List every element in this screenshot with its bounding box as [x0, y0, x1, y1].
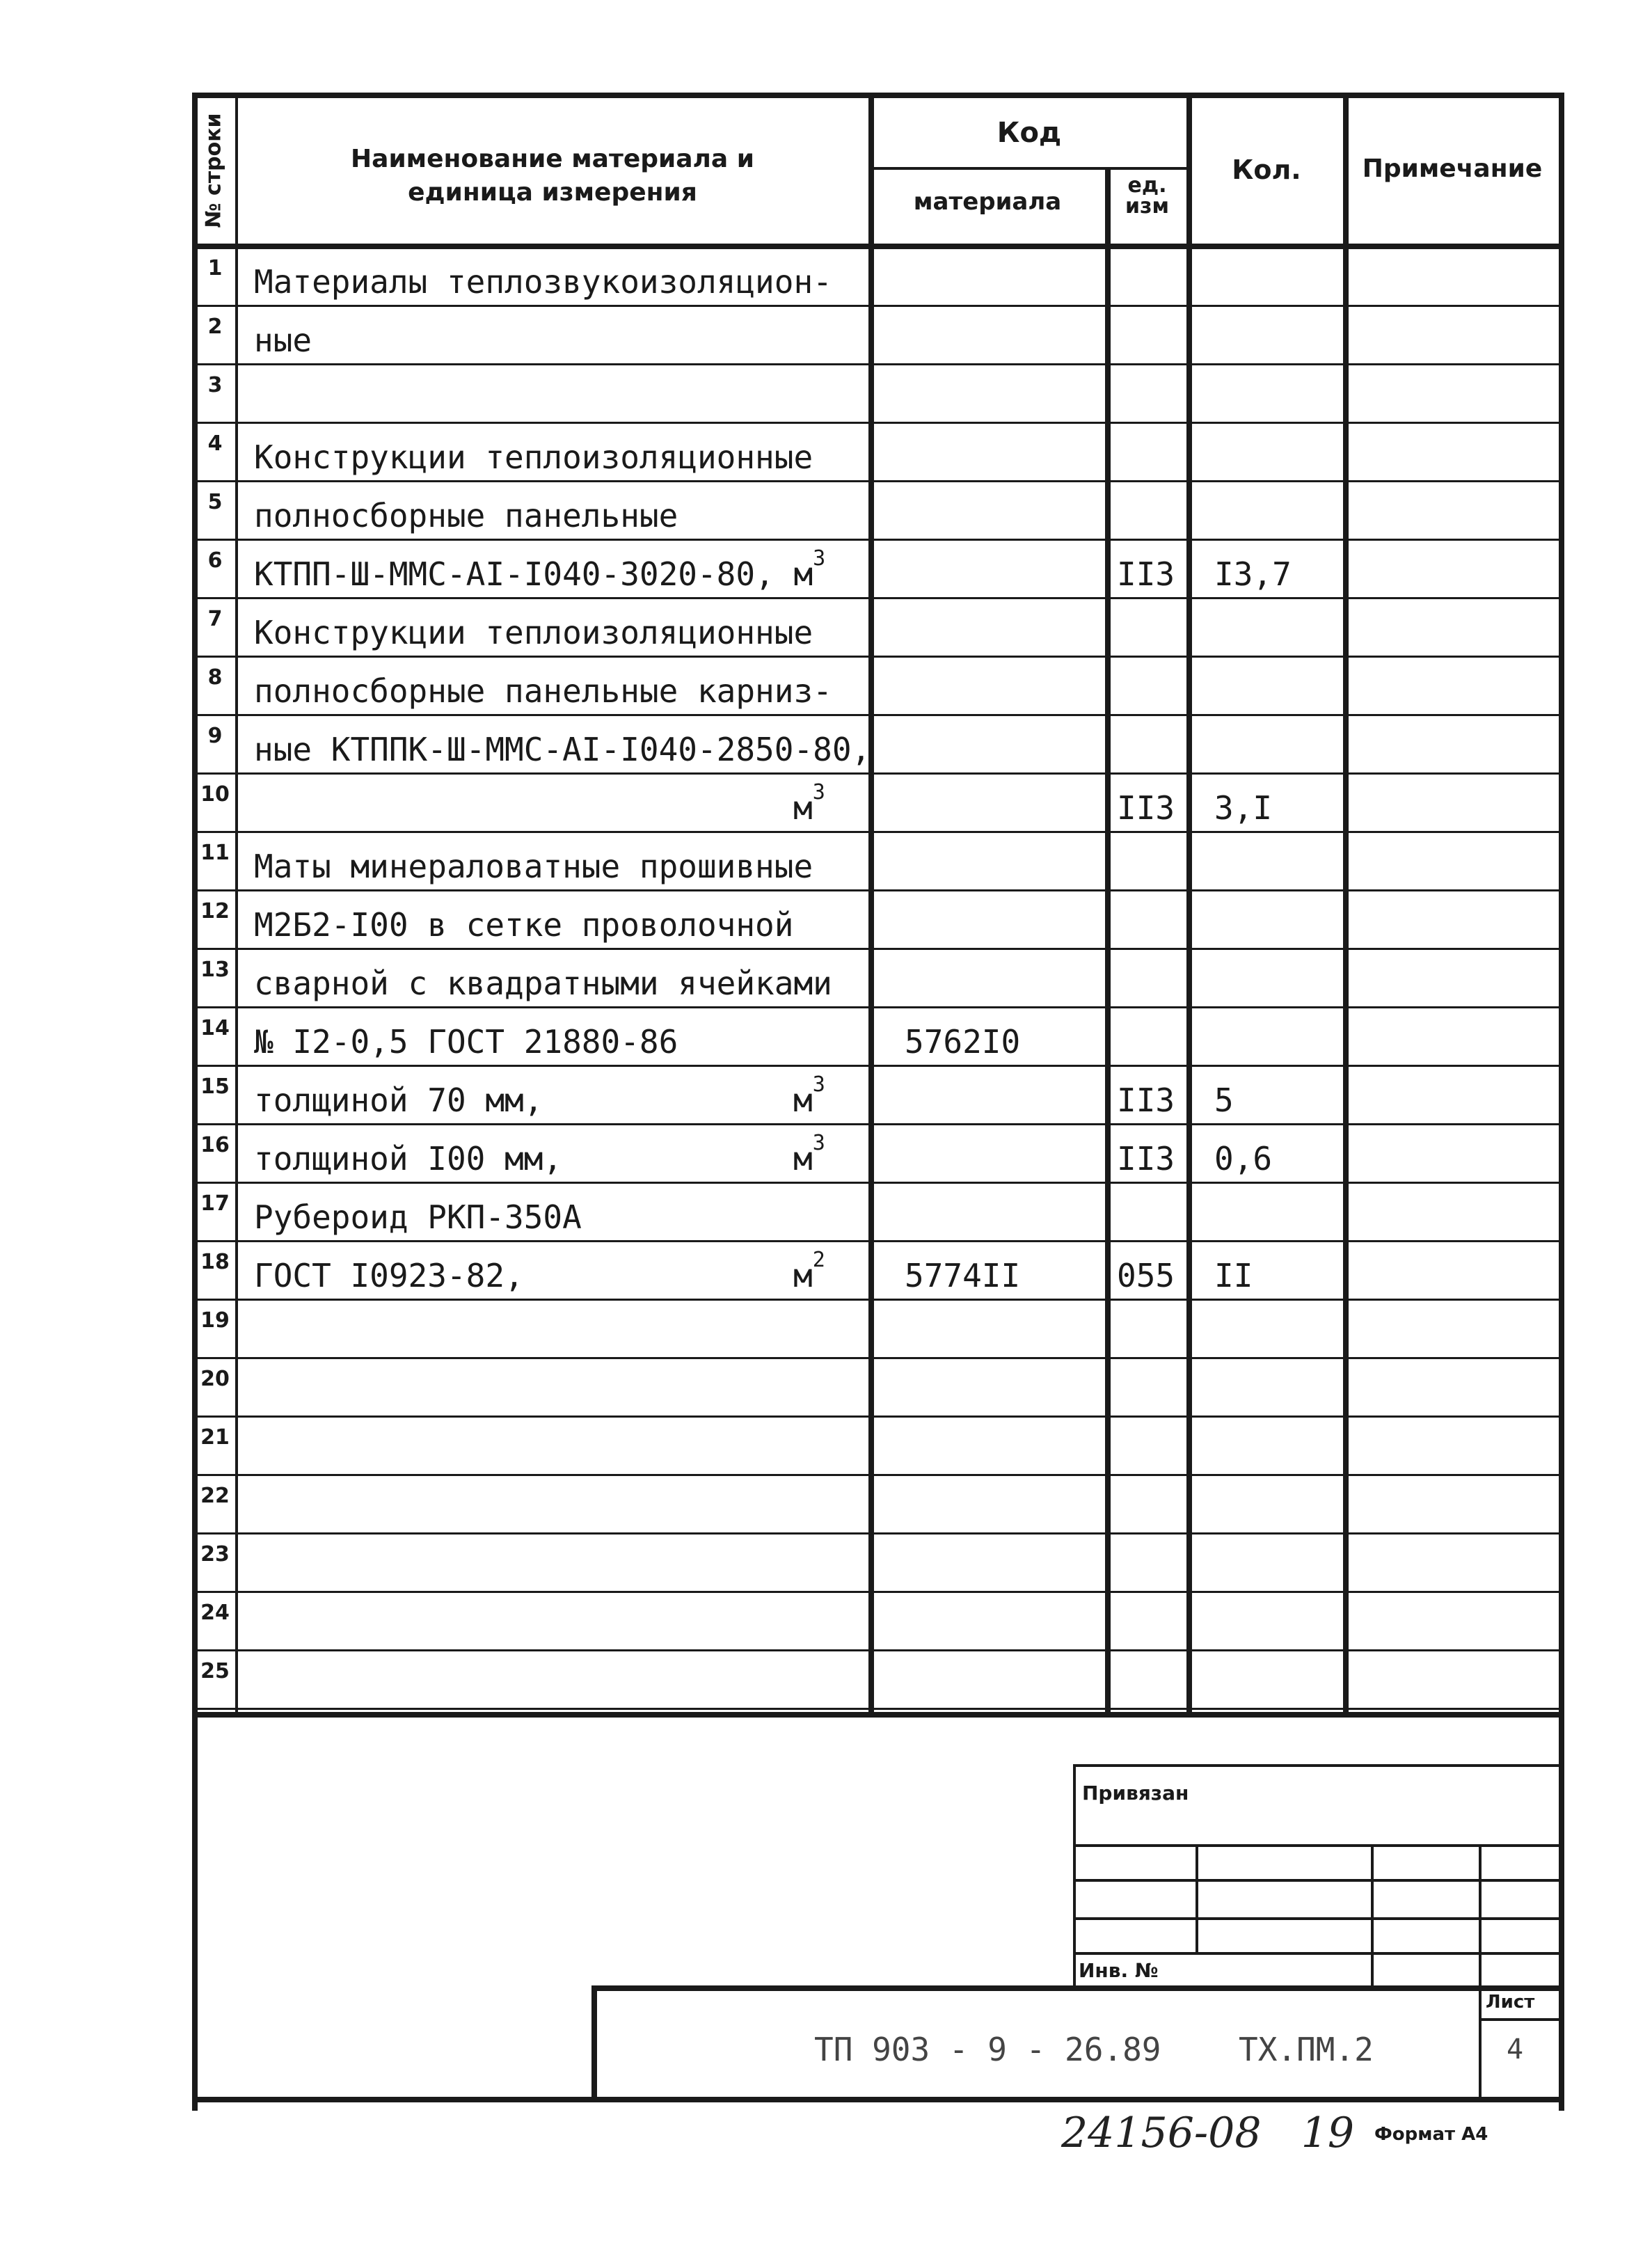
row-line: [192, 889, 1564, 891]
header-code: Код: [996, 117, 1062, 149]
title-block-left: [591, 1985, 597, 2097]
row-unit-tail: [793, 1248, 825, 1294]
row-quantity: II: [1214, 1257, 1253, 1294]
row-name-text: Конструкции теплоизоляционные: [254, 614, 813, 651]
row-number: 14: [200, 1016, 230, 1040]
row-unit-code: 055: [1117, 1257, 1175, 1294]
title-block-sheet-sep: [1479, 1985, 1482, 2097]
row-name-text: Материалы теплозвукоизоляцион-: [254, 263, 832, 301]
row-number: 18: [200, 1250, 230, 1274]
col-sep-unit: [1186, 93, 1192, 1714]
sheet-label: Лист: [1486, 1992, 1535, 2013]
row-name-text: ные: [254, 322, 312, 359]
handwritten-number: 24156-08 19: [1061, 2109, 1355, 2157]
row-number: 2: [207, 315, 223, 339]
header-bottom-line: [192, 244, 1564, 249]
row-name-text: № I2-0,5 ГОСТ 21880-86: [254, 1023, 678, 1061]
row-line: [192, 1182, 1564, 1184]
frame-top: [192, 93, 1564, 98]
row-name-text: ные КТППК-Ш-ММС-АI-I040-2850-80,: [254, 731, 871, 768]
row-number: 15: [200, 1074, 230, 1099]
row-line: [192, 539, 1564, 541]
row-number: 12: [200, 899, 230, 923]
row-line: [192, 1415, 1564, 1418]
header-code-unit: [1108, 175, 1186, 217]
row-material-code: 5774II: [905, 1257, 1021, 1294]
row-number: 21: [200, 1425, 230, 1450]
row-quantity: 5: [1214, 1081, 1234, 1119]
title-block-bottom: [192, 2097, 1564, 2102]
row-line: [192, 1357, 1564, 1359]
row-line: [192, 1065, 1564, 1067]
format-label: Формат А4: [1374, 2124, 1488, 2145]
unit-exponent: 3: [812, 780, 825, 804]
title-block-top: [591, 1985, 1564, 1991]
row-number: 13: [200, 958, 230, 982]
stamp-bound-label: Привязан: [1082, 1782, 1189, 1805]
stamp-col-2: [1371, 1844, 1374, 1987]
row-line: [192, 363, 1564, 365]
header-note: Примечание: [1362, 154, 1543, 183]
col-sep-name: [868, 93, 874, 1714]
header-row-no: № строки: [201, 113, 226, 228]
stamp-line-3: [1073, 1917, 1560, 1920]
row-name-text: Маты минераловатные прошивные: [254, 848, 813, 885]
row-line: [192, 480, 1564, 482]
row-name: [254, 263, 832, 301]
unit-exponent: 3: [812, 1131, 825, 1155]
row-line: [192, 422, 1564, 424]
row-line: [192, 714, 1564, 716]
row-line: [192, 948, 1564, 950]
header-qty: Кол.: [1232, 154, 1301, 185]
row-name-text: толщиной 70 мм,: [254, 1081, 543, 1119]
row-line: [192, 1299, 1564, 1301]
title-block-sheet-line: [1479, 2018, 1562, 2021]
unit-exponent: 3: [812, 1072, 825, 1097]
table-bottom-line: [192, 1712, 1564, 1718]
row-line: [192, 1532, 1564, 1535]
row-quantity: 0,6: [1214, 1140, 1273, 1177]
row-name-text: ГОСТ I0923-82,: [254, 1257, 524, 1294]
frame-left: [192, 93, 198, 2111]
row-unit-code: II3: [1117, 1140, 1175, 1177]
row-name: [254, 614, 813, 651]
sheet-number: 4: [1507, 2033, 1524, 2065]
frame-right: [1559, 93, 1564, 2111]
doc-code: ТП 903 - 9 - 26.89: [814, 2031, 1161, 2068]
stamp-line-1: [1073, 1844, 1560, 1847]
row-line: [192, 1123, 1564, 1125]
row-number: 6: [207, 548, 223, 573]
header-name: [237, 143, 868, 209]
row-name-text: Конструкции теплоизоляционные: [254, 438, 813, 476]
row-name-text: м: [793, 789, 813, 827]
col-sep-qty: [1343, 93, 1349, 1714]
row-number: 3: [207, 373, 223, 397]
unit-exponent: 3: [813, 546, 826, 571]
header-code-unit-line2: изм: [1125, 194, 1169, 219]
row-name-text: КТПП-Ш-ММС-АI-I040-3020-80, м: [254, 555, 813, 593]
stamp-line-4: [1073, 1952, 1560, 1955]
row-unit-tail: [793, 1131, 825, 1177]
row-line: [192, 656, 1564, 658]
row-number: 8: [207, 665, 223, 690]
row-number: 9: [207, 724, 223, 748]
stamp-col-3: [1479, 1844, 1482, 1987]
code-subheader-line: [868, 167, 1189, 170]
stamp-inv-label: Инв. №: [1079, 1959, 1159, 1982]
row-name-text: М2Б2-I00 в сетке проволочной: [254, 906, 794, 944]
header-code-material: материала: [913, 188, 1062, 216]
row-line: [192, 1006, 1564, 1008]
row-number: 25: [200, 1659, 230, 1683]
col-sep-rownum: [235, 93, 238, 1714]
row-name-text: толщиной I00 мм,: [254, 1140, 563, 1177]
row-line: [192, 597, 1564, 599]
row-name: [254, 1198, 582, 1236]
unit-symbol: м: [793, 1140, 813, 1177]
row-number: 17: [200, 1191, 230, 1216]
row-quantity: 3,I: [1214, 789, 1273, 827]
row-name: [254, 906, 794, 944]
row-name: [254, 1140, 563, 1177]
row-number: 16: [200, 1133, 230, 1157]
row-unit-code: II3: [1117, 789, 1175, 827]
row-name-text: Рубероид РКП-350А: [254, 1198, 582, 1236]
row-name: [254, 1081, 543, 1119]
row-number: 10: [200, 782, 230, 807]
row-number: 22: [200, 1484, 230, 1508]
stamp-line-2: [1073, 1879, 1560, 1882]
row-number: 4: [207, 431, 223, 456]
col-sep-mat: [1105, 167, 1111, 1714]
row-unit-tail: [793, 1072, 825, 1119]
row-name: [254, 438, 813, 476]
row-name: [254, 1257, 524, 1294]
row-line: [192, 772, 1564, 775]
row-line: [192, 1591, 1564, 1593]
row-name: [254, 733, 871, 766]
row-number: 5: [207, 490, 223, 514]
row-number: 7: [207, 607, 223, 631]
row-line: [192, 1708, 1564, 1710]
row-name-text: сварной с квадратными ячейками: [254, 965, 832, 1002]
row-unit-code: II3: [1117, 1081, 1175, 1119]
row-line: [192, 831, 1564, 833]
unit-symbol: м: [793, 1257, 813, 1294]
row-name-text: полносборные панельные: [254, 497, 678, 534]
row-name: [793, 780, 825, 827]
row-number: 11: [200, 841, 230, 865]
unit-exponent: 2: [812, 1248, 825, 1272]
row-line: [192, 1649, 1564, 1651]
row-quantity: I3,7: [1214, 555, 1292, 593]
stamp-top: [1073, 1764, 1560, 1767]
row-name: [254, 322, 312, 359]
row-name: [254, 1023, 678, 1061]
row-line: [192, 1474, 1564, 1476]
header-code-unit-line1: ед.: [1127, 173, 1167, 198]
row-line: [192, 1240, 1564, 1242]
row-line: [192, 305, 1564, 307]
row-name-text: полносборные панельные карниз-: [254, 672, 832, 710]
doc-code-tail: ТХ.ПМ.2: [1239, 2031, 1374, 2068]
row-number: 24: [200, 1601, 230, 1625]
stamp-col-1: [1196, 1844, 1198, 1952]
header-name-line2: единица измерения: [408, 178, 697, 207]
row-material-code: 5762I0: [905, 1023, 1021, 1061]
row-number: 19: [200, 1308, 230, 1333]
row-number: 20: [200, 1367, 230, 1391]
row-number: 1: [207, 256, 223, 280]
row-name: [254, 965, 832, 1002]
row-name: [254, 546, 826, 593]
row-name: [254, 497, 678, 534]
row-name: [254, 672, 832, 710]
row-unit-code: II3: [1117, 555, 1175, 593]
unit-symbol: м: [793, 1081, 813, 1119]
row-number: 23: [200, 1542, 230, 1567]
row-name: [254, 848, 813, 885]
header-name-line1: Наименование материала и: [351, 145, 754, 173]
